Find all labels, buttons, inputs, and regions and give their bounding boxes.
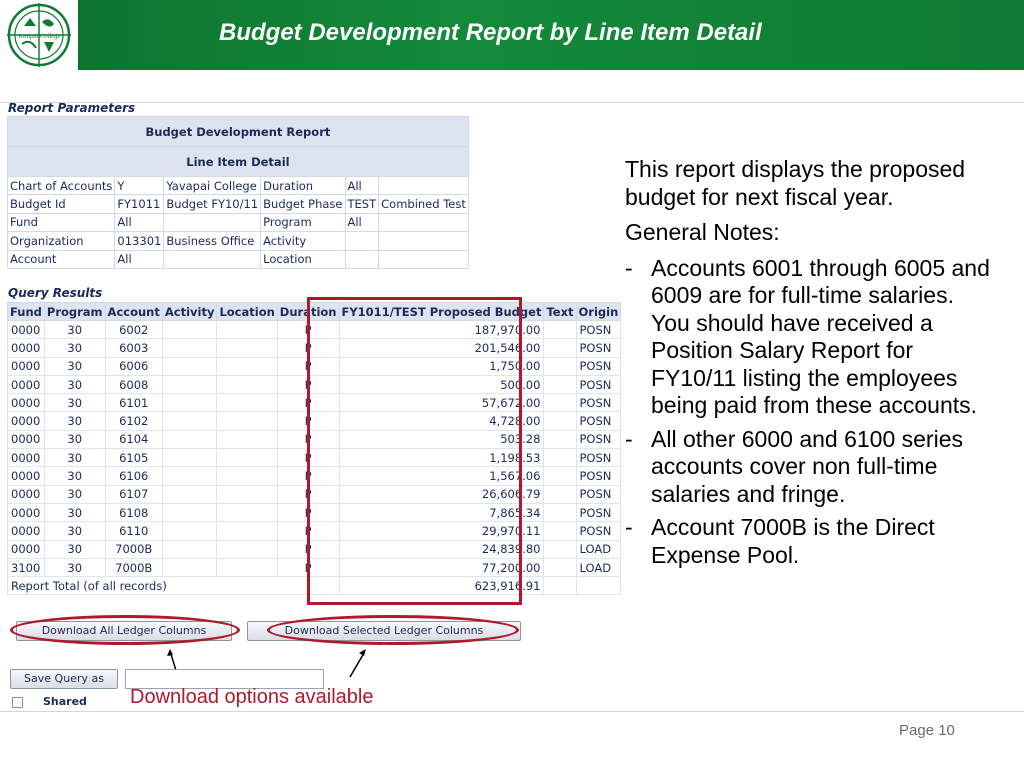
cell-text [544,449,576,467]
cell-activity [162,449,217,467]
cell-proposed-budget: 26,606.79 [339,485,544,503]
col-account[interactable]: Account [105,303,162,321]
cell-duration: P [277,467,339,485]
cell-duration: P [277,394,339,412]
report-parameters-heading: Report Parameters [8,101,136,115]
cell-fund: 3100 [8,558,45,576]
cell-text [544,375,576,393]
cell-account: 6106 [105,467,162,485]
notes-item: - Accounts 6001 through 6005 and 6009 are for full-time salaries. You should have received a Position Salary Report for FY10/11 listing the employees being paid from these accounts. [625,254,990,418]
cell-duration: P [277,412,339,430]
cell-location [217,449,277,467]
query-results-heading: Query Results [8,286,103,300]
cell-origin: LOAD [576,540,621,558]
cell-program: 30 [44,394,105,412]
cell-program: 30 [44,375,105,393]
save-query-as-button[interactable]: Save Query as [10,669,118,689]
download-selected-highlight [267,615,519,645]
cell-account: 6002 [105,321,162,339]
cell-program: 30 [44,430,105,448]
cell-account: 7000B [105,540,162,558]
cell-activity [162,467,217,485]
cell-origin: POSN [576,321,621,339]
cell-activity [162,394,217,412]
params-header-title: Budget Development Report [8,117,469,147]
cell-proposed-budget: 29,970.11 [339,522,544,540]
proposed-budget-highlight [307,297,522,605]
report-total-value: 623,916.91 [339,577,544,595]
cell-fund: 0000 [8,321,45,339]
cell-activity [162,321,217,339]
cell-origin: POSN [576,485,621,503]
cell-location [217,357,277,375]
cell-program: 30 [44,558,105,576]
cell-proposed-budget: 7,865.34 [339,503,544,521]
cell-activity [162,357,217,375]
download-all-highlight [10,615,240,645]
col-activity[interactable]: Activity [162,303,217,321]
cell-fund: 0000 [8,394,45,412]
cell-activity [162,558,217,576]
cell-duration: P [277,375,339,393]
shared-label: Shared [43,695,87,708]
cell-program: 30 [44,540,105,558]
col-fund[interactable]: Fund [8,303,45,321]
cell-proposed-budget: 4,728.00 [339,412,544,430]
notes-intro: This report displays the proposed budget for next fiscal year. [625,156,966,210]
cell-text [544,467,576,485]
cell-fund: 0000 [8,339,45,357]
cell-account: 6101 [105,394,162,412]
report-notes [625,156,997,575]
params-row: Chart of Accounts Y Yavapai College Duration All [8,177,469,195]
params-row: Organization 013301 Business Office Activity [8,232,469,250]
download-options-callout: Download options available [130,686,374,708]
cell-text [544,339,576,357]
cell-proposed-budget: 503.28 [339,430,544,448]
cell-location [217,485,277,503]
cell-duration: P [277,503,339,521]
cell-text [544,485,576,503]
cell-account: 6108 [105,503,162,521]
params-row: Budget Id FY1011 Budget FY10/11 Budget Phase TEST Combined Test [8,195,469,213]
cell-account: 6110 [105,522,162,540]
cell-location [217,503,277,521]
cell-activity [162,540,217,558]
report-total-label: Report Total (of all records) [8,577,340,595]
cell-program: 30 [44,321,105,339]
cell-account: 6107 [105,485,162,503]
report-parameters-table [7,116,469,269]
download-all-ledger-columns-button[interactable]: Download All Ledger Columns [16,621,232,641]
logo-icon [4,2,74,68]
cell-fund: 0000 [8,449,45,467]
cell-origin: POSN [576,394,621,412]
cell-program: 30 [44,449,105,467]
cell-origin: POSN [576,449,621,467]
cell-activity [162,485,217,503]
cell-text [544,412,576,430]
download-selected-ledger-columns-button[interactable]: Download Selected Ledger Columns [247,621,521,641]
col-location[interactable]: Location [217,303,277,321]
cell-activity [162,503,217,521]
cell-location [217,522,277,540]
cell-account: 6105 [105,449,162,467]
notes-list [625,255,997,570]
col-proposed-budget[interactable]: FY1011/TEST Proposed Budget [339,303,544,321]
params-row: Account All Location [8,250,469,268]
col-program[interactable]: Program [44,303,105,321]
cell-text [544,357,576,375]
cell-location [217,375,277,393]
cell-program: 30 [44,339,105,357]
cell-program: 30 [44,522,105,540]
cell-account: 6102 [105,412,162,430]
cell-proposed-budget: 77,200.00 [339,558,544,576]
col-text[interactable]: Text [544,303,576,321]
cell-activity [162,412,217,430]
cell-proposed-budget: 1,750.00 [339,357,544,375]
cell-proposed-budget: 187,970.00 [339,321,544,339]
cell-origin: POSN [576,375,621,393]
cell-proposed-budget: 1,198.53 [339,449,544,467]
cell-duration: P [277,449,339,467]
cell-text [544,522,576,540]
notes-item: - All other 6000 and 6100 series accounts cover non full-time salaries and fringe. [625,425,963,507]
cell-duration: P [277,558,339,576]
cell-account: 6003 [105,339,162,357]
svg-text:Yavapai College: Yavapai College [17,33,61,40]
cell-fund: 0000 [8,430,45,448]
cell-duration: P [277,485,339,503]
cell-proposed-budget: 500.00 [339,375,544,393]
col-origin[interactable]: Origin [576,303,621,321]
cell-program: 30 [44,503,105,521]
cell-duration: P [277,430,339,448]
cell-location [217,558,277,576]
cell-fund: 0000 [8,540,45,558]
slide-title: Budget Development Report by Line Item Detail [219,19,762,46]
cell-account: 6006 [105,357,162,375]
cell-origin: POSN [576,412,621,430]
cell-account: 7000B [105,558,162,576]
cell-account: 6104 [105,430,162,448]
cell-proposed-budget: 24,839.80 [339,540,544,558]
cell-location [217,467,277,485]
cell-activity [162,375,217,393]
cell-fund: 0000 [8,503,45,521]
cell-fund: 0000 [8,467,45,485]
cell-origin: POSN [576,522,621,540]
cell-text [544,394,576,412]
notes-general-heading: General Notes: [625,219,780,245]
cell-text [544,321,576,339]
cell-duration: P [277,522,339,540]
cell-text [544,558,576,576]
cell-origin: POSN [576,430,621,448]
shared-checkbox[interactable] [12,697,23,708]
cell-duration: P [277,540,339,558]
params-row: Fund All Program All [8,213,469,231]
cell-proposed-budget: 57,672.00 [339,394,544,412]
cell-activity [162,430,217,448]
col-duration[interactable]: Duration [277,303,339,321]
slide-header [0,0,1024,70]
cell-activity [162,339,217,357]
cell-program: 30 [44,485,105,503]
cell-program: 30 [44,412,105,430]
cell-location [217,394,277,412]
cell-location [217,540,277,558]
cell-duration: P [277,339,339,357]
cell-proposed-budget: 1,567.06 [339,467,544,485]
college-logo [0,0,78,70]
cell-location [217,321,277,339]
cell-fund: 0000 [8,357,45,375]
cell-program: 30 [44,467,105,485]
arrow-icon [346,645,376,681]
params-header-subtitle: Line Item Detail [8,147,469,177]
cell-activity [162,522,217,540]
cell-fund: 0000 [8,485,45,503]
cell-origin: POSN [576,503,621,521]
cell-location [217,430,277,448]
cell-fund: 0000 [8,522,45,540]
cell-account: 6008 [105,375,162,393]
cell-fund: 0000 [8,375,45,393]
cell-location [217,412,277,430]
cell-location [217,339,277,357]
page-number: Page 10 [899,722,955,739]
cell-origin: POSN [576,467,621,485]
cell-text [544,540,576,558]
cell-fund: 0000 [8,412,45,430]
cell-program: 30 [44,357,105,375]
cell-duration: P [277,357,339,375]
cell-origin: POSN [576,357,621,375]
cell-text [544,503,576,521]
cell-proposed-budget: 201,546.00 [339,339,544,357]
notes-item: - Account 7000B is the Direct Expense Pool. [625,514,935,568]
cell-origin: LOAD [576,558,621,576]
cell-duration: P [277,321,339,339]
cell-origin: POSN [576,339,621,357]
cell-text [544,430,576,448]
